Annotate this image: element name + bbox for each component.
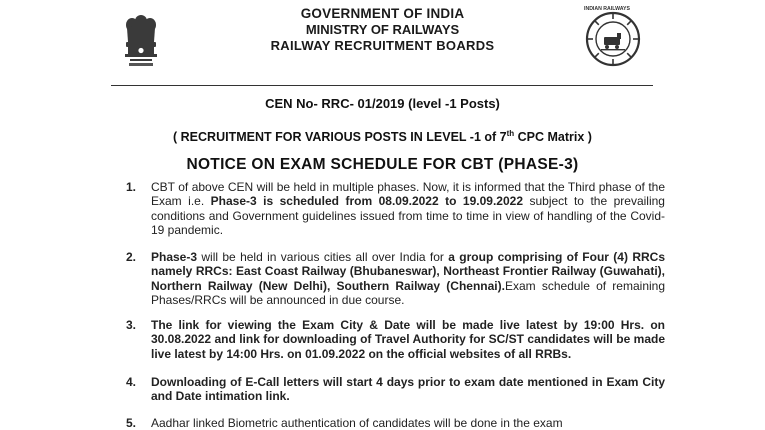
item-number: 2.	[126, 250, 137, 264]
header-divider	[111, 85, 653, 86]
notice-title: NOTICE ON EXAM SCHEDULE FOR CBT (PHASE-3)	[186, 156, 579, 173]
item-text: Phase-3 will be held in various cities all over India for a group comprising of Four (4) RRCs namely RRCs: East Coast Railway (Bhubaneswar), Northeast Frontier Railway (Guwahati), Northern Railway (New Delhi), Southern Railway (Chennai).Exam schedule of remaining Phases/RRCs will be announced in due course.	[151, 250, 666, 308]
item-number: 5.	[126, 416, 137, 430]
item-number: 1.	[126, 180, 137, 194]
item-text: The link for viewing the Exam City & Date will be made live latest by 19:00 Hrs. on 30.08.2022 and link for downloading of Travel Authority for SC/ST candidates will be made live latest by 14:00 Hrs. on 01.09.2022 on the official websites of all RRBs.	[151, 318, 665, 361]
header-ministry: MINISTRY OF RAILWAYS	[305, 22, 460, 37]
item-number: 3.	[126, 318, 137, 332]
header-government: GOVERNMENT OF INDIA	[300, 6, 465, 21]
recruitment-line: ( RECRUITMENT FOR VARIOUS POSTS IN LEVEL -1 of 7th CPC Matrix )	[173, 129, 592, 145]
item-text: Aadhar linked Biometric authentication of candidates will be done in the exam	[151, 416, 563, 430]
item-text: Downloading of E-Call letters will start 4 days prior to exam date mentioned in Exam City and Date intimation link.	[151, 375, 665, 404]
item-number: 4.	[126, 375, 137, 389]
railways-logo-text: INDIAN RAILWAYS	[584, 6, 630, 12]
cen-number: CEN No- RRC- 01/2019 (level -1 Posts)	[265, 96, 500, 111]
header-boards: RAILWAY RECRUITMENT BOARDS	[270, 38, 495, 53]
item-text: CBT of above CEN will be held in multiple phases. Now, it is informed that the Third phase of the Exam i.e. Phase-3 is scheduled from 08.09.2022 to 19.09.2022 subject to the prevailing conditions and Government guidelines issued from time to time in view of handling of the Covid-19 pandemic.	[151, 180, 665, 238]
